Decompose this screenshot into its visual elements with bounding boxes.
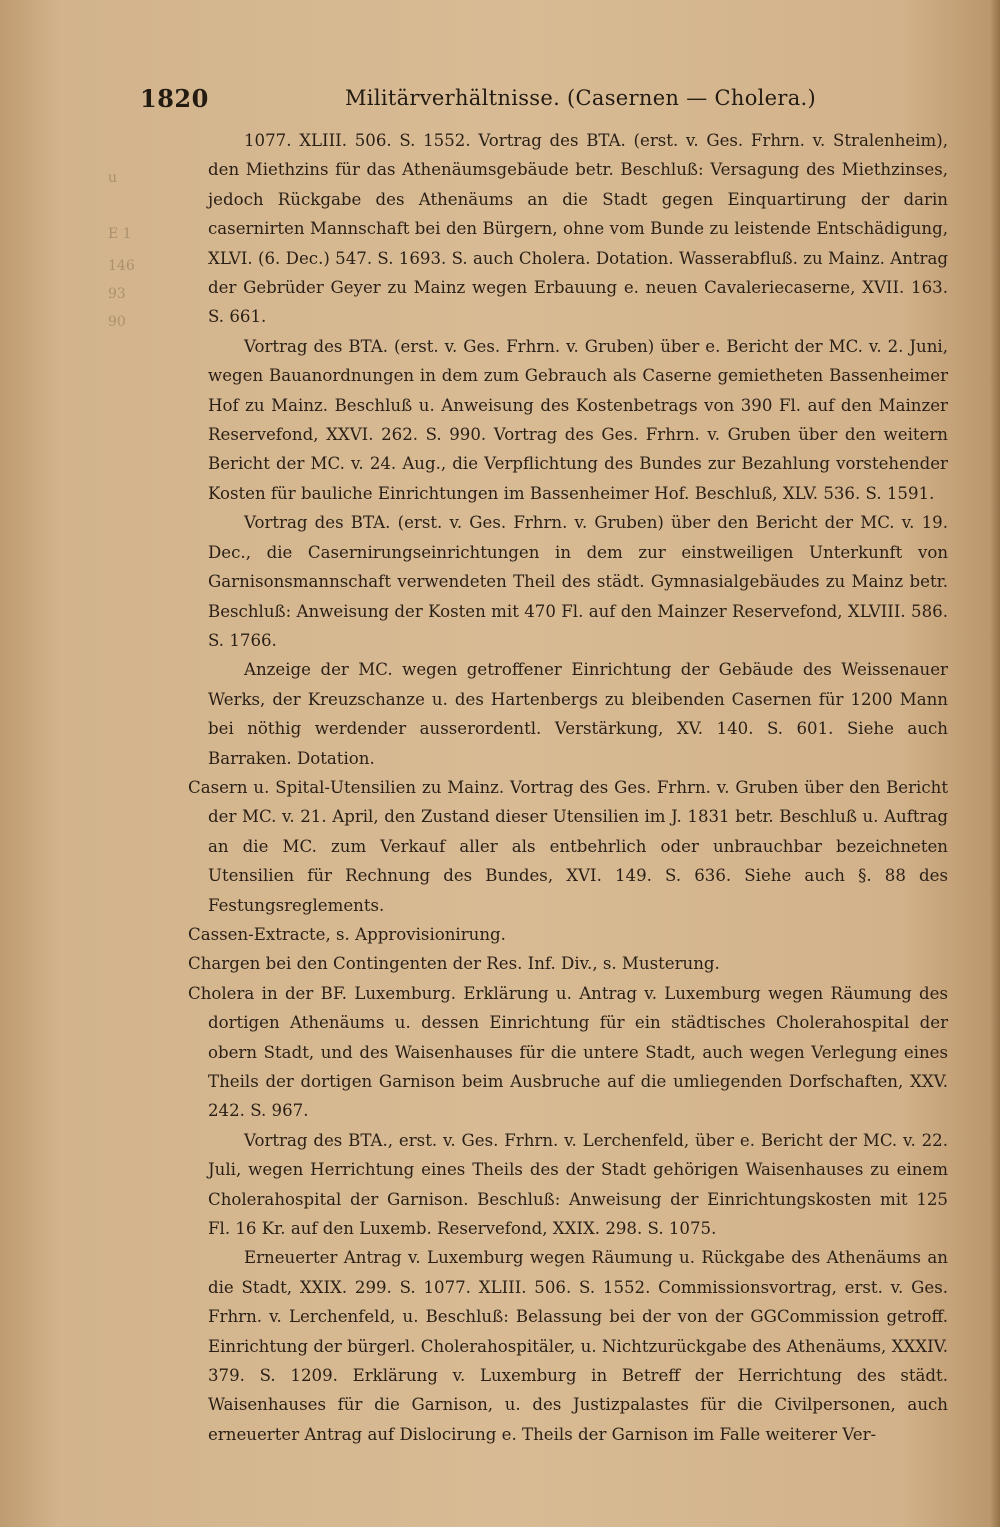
page-body [188, 126, 948, 1506]
paragraph-athenaeum-continuation: 1077. XLIII. 506. S. 1552. Vortrag des BTA. (erst. v. Ges. Frhrn. v. Stralenheim), den Miethzins für das Athenäumsgebäude betr. Beschluß: Versagung des Miethzinses, jedoch Rückgabe des Athenäums an die Stadt gegen Einquartirung der darin casernirten Mannschaft bei den Bürgern, ohne vom Bunde zu leistende Entschädigung, XLVI. (6. Dec.) 547. S. 1693. S. auch Cholera. Dotation. Wasserabfluß. zu Mainz. Antrag der Gebrüder Geyer zu Mainz wegen Erbauung e. neuen Cavaleriecaserne, XVII. 163. S. 661. [208, 131, 948, 327]
bleed-through-mark: u [108, 170, 118, 186]
paragraph-weissenauer-werk: Anzeige der MC. wegen getroffener Einrichtung der Gebäude des Weissenauer Werks, der Kreuzschanze u. des Hartenbergs zu bleibenden Casernen für 1200 Mann bei nöthig werdender ausserordentl. Verstärkung, XV. 140. S. 601. Siehe auch Barraken. Dotation. [208, 660, 948, 768]
bleed-through-mark: 93 [108, 286, 126, 302]
paragraph-cholera-athenaeum-rueckgabe: Erneuerter Antrag v. Luxemburg wegen Räumung u. Rückgabe des Athenäums an die Stadt, XXIX. 299. S. 1077. XLIII. 506. S. 1552. Commissionsvortrag, erst. v. Ges. Frhrn. v. Lerchenfeld, u. Beschluß: Belassung bei der von der GGCommission getroff. Einrichtung der bürgerl. Cholerahospitäler, u. Nichtzurückgabe des Athenäums, XXXIV. 379. S. 1209. Erklärung v. Luxemburg in Betreff der Herrichtung des städt. Waisenhauses für die Garnison, u. des Justizpalastes für die Civilpersonen, auch erneuerter Antrag auf Dislocirung e. Theils der Garnison im Falle weiterer Ver- [208, 1248, 948, 1444]
page-number: 1820 [140, 84, 209, 113]
paragraph-cholera-waisenhaus: Vortrag des BTA., erst. v. Ges. Frhrn. v. Lerchenfeld, über e. Bericht der MC. v. 22. Juli, wegen Herrichtung eines Theils des der Stadt gehörigen Waisenhauses zu einem Cholerahospital der Garnison. Beschluß: Anweisung der Einrichtungskosten mit 125 Fl. 16 Kr. auf den Luxemb. Reservefond, XXIX. 298. S. 1075. [208, 1130, 948, 1239]
entry-casern-utensilien: Casern u. Spital-Utensilien zu Mainz. Vortrag des Ges. Frhrn. v. Gruben über den Bericht der MC. v. 21. April, den Zustand dieser Utensilien im J. 1831 betr. Beschluß u. Auftrag an die MC. zum Verkauf aller als entbehrlich oder unbrauchbar bezeichneten Utensilien für Rechnung des Bundes, XVI. 149. S. 636. Siehe auch §. 88 des Festungsreglements. [188, 777, 948, 915]
entry-cholera: Cholera in der BF. Luxemburg. Erklärung u. Antrag v. Luxemburg wegen Räumung des dortigen Athenäums u. dessen Einrichtung für ein städtisches Cholerahospital der obern Stadt, und des Waisenhauses für die untere Stadt, auch wegen Verlegung eines Theils der dortigen Garnison beim Ausbruche auf die umliegenden Dorfschaften, XXV. 242. S. 967. [188, 983, 948, 1121]
bleed-through-mark: 146 [108, 258, 135, 274]
bleed-through-mark: 90 [108, 314, 126, 330]
entry-chargen: Chargen bei den Contingenten der Res. Inf. Div., s. Musterung. [188, 954, 720, 974]
entry-cassen-extracte: Cassen-Extracte, s. Approvisionirung. [188, 924, 506, 944]
running-title: Militärverhältnisse. (Casernen — Cholera.) [345, 86, 817, 110]
bleed-through-mark: E 1 [108, 226, 132, 242]
paragraph-gymnasialgebaeude: Vortrag des BTA. (erst. v. Ges. Frhrn. v. Gruben) über den Bericht der MC. v. 19. Dec., die Casernirungseinrichtungen in dem zur einstweiligen Unterkunft von Garnisonsmannschaft verwendeten Theil des städt. Gymnasialgebäudes zu Mainz betr. Beschluß: Anweisung der Kosten mit 470 Fl. auf den Mainzer Reservefond, XLVIII. 586. S. 1766. [208, 513, 948, 650]
paragraph-bassenheimer-hof: Vortrag des BTA. (erst. v. Ges. Frhrn. v. Gruben) über e. Bericht der MC. v. 2. Juni, wegen Bauanordnungen in dem zum Gebrauch als Caserne gemietheten Bassenheimer Hof zu Mainz. Beschluß u. Anweisung des Kostenbetrags von 390 Fl. auf den Mainzer Reservefond, XXVI. 262. S. 990. Vortrag des Ges. Frhrn. v. Gruben über den weitern Bericht der MC. v. 24. Aug., die Verpflichtung des Bundes zur Bezahlung vorstehender Kosten für bauliche Einrichtungen im Bassenheimer Hof. Beschluß, XLV. 536. S. 1591. [208, 336, 948, 503]
page-header [140, 84, 940, 118]
